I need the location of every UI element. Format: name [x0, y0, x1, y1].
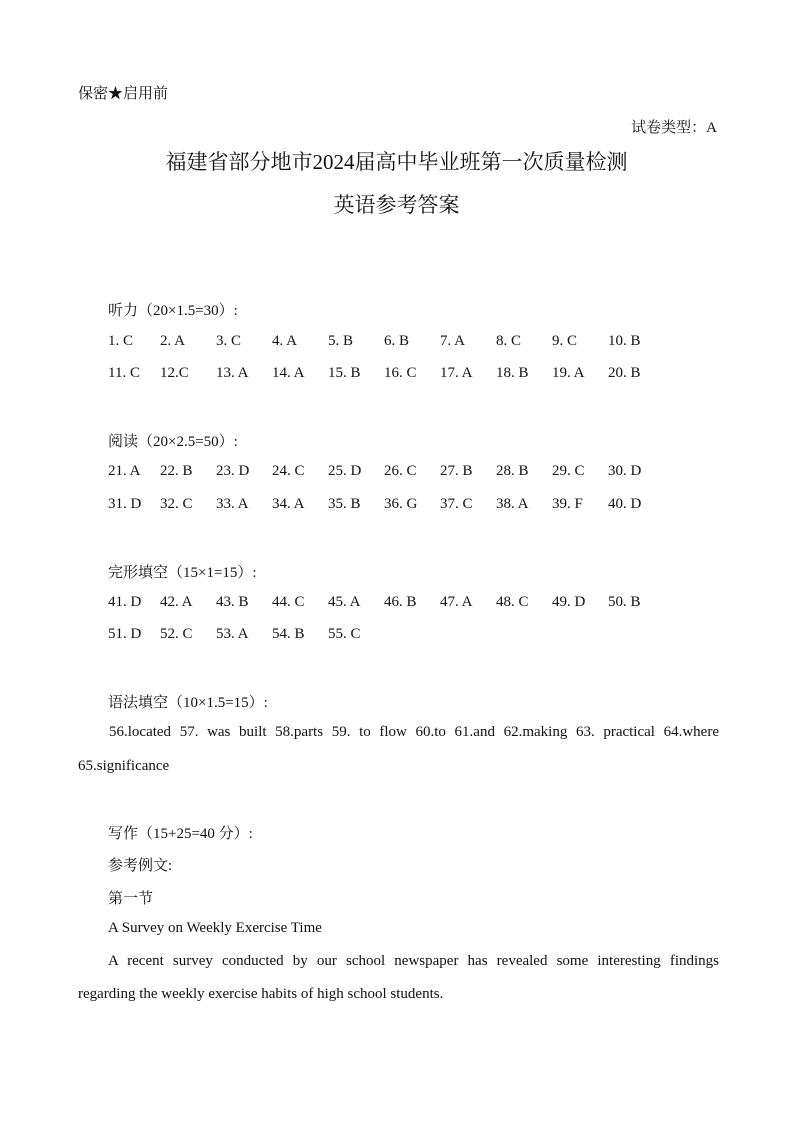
answer-item: 42. A [160, 594, 193, 610]
grammar-section-title: 语法填空（10×1.5=15）: [108, 695, 268, 711]
essay-paragraph-line: regarding the weekly exercise habits of high school students. [78, 986, 444, 1002]
reference-essay-label: 参考例文: [108, 858, 173, 874]
essay-paragraph-line: A recent survey conducted by our school newspaper has revealed some interesting findings [108, 953, 719, 969]
answer-item: 22. B [160, 463, 193, 479]
answer-item: 23. D [216, 463, 250, 479]
answer-item: 27. B [440, 463, 473, 479]
answer-item: 6. B [384, 333, 410, 349]
answer-item: 14. A [272, 365, 305, 381]
answer-item: 18. B [496, 365, 529, 381]
answer-item: 37. C [440, 496, 473, 512]
answer-item: 52. C [160, 626, 193, 642]
answer-item: 4. A [272, 333, 298, 349]
answer-item: 34. A [272, 496, 305, 512]
answer-item: 21. A [108, 463, 141, 479]
answer-item: 50. B [608, 594, 641, 610]
answer-item: 55. C [328, 626, 361, 642]
answer-item: 54. B [272, 626, 305, 642]
answer-item: 19. A [552, 365, 585, 381]
answer-item: 40. D [608, 496, 642, 512]
grammar-answers-line: 56.located 57. was built 58.parts 59. to flow 60.to 61.and 62.making 63. practical 64.where [109, 724, 719, 740]
answer-item: 38. A [496, 496, 529, 512]
answer-item: 31. D [108, 496, 142, 512]
answer-item: 20. B [608, 365, 641, 381]
answer-item: 10. B [608, 333, 641, 349]
answer-item: 29. C [552, 463, 585, 479]
answer-item: 24. C [272, 463, 305, 479]
answer-item: 7. A [440, 333, 466, 349]
grammar-answers-line: 65.significance [78, 758, 170, 774]
writing-section-title: 写作（15+25=40 分）: [108, 826, 253, 842]
answer-item: 26. C [384, 463, 417, 479]
answer-item: 30. D [608, 463, 642, 479]
writing-part-label: 第一节 [108, 891, 154, 907]
answer-item: 2. A [160, 333, 186, 349]
page-title: 福建省部分地市2024届高中毕业班第一次质量检测 [165, 150, 628, 174]
answer-item: 25. D [328, 463, 362, 479]
cloze-section-title: 完形填空（15×1=15）: [108, 565, 257, 581]
answer-item: 43. B [216, 594, 249, 610]
answer-item: 13. A [216, 365, 249, 381]
answer-item: 8. C [496, 333, 522, 349]
answer-item: 9. C [552, 333, 578, 349]
essay-title: A Survey on Weekly Exercise Time [108, 920, 322, 936]
answer-item: 49. D [552, 594, 586, 610]
answer-item: 51. D [108, 626, 142, 642]
reading-section-title: 阅读（20×2.5=50）: [108, 434, 238, 450]
answer-item: 15. B [328, 365, 361, 381]
answer-item: 33. A [216, 496, 249, 512]
answer-item: 32. C [160, 496, 193, 512]
answer-item: 47. A [440, 594, 473, 610]
answer-item: 12.C [160, 365, 189, 381]
answer-item: 1. C [108, 333, 134, 349]
confidential-label: 保密★启用前 [78, 86, 169, 102]
answer-item: 28. B [496, 463, 529, 479]
answer-item: 41. D [108, 594, 142, 610]
answer-item: 45. A [328, 594, 361, 610]
answer-item: 44. C [272, 594, 305, 610]
answer-item: 11. C [108, 365, 140, 381]
answer-item: 16. C [384, 365, 417, 381]
page-subtitle: 英语参考答案 [333, 193, 460, 217]
answer-item: 46. B [384, 594, 417, 610]
answer-item: 48. C [496, 594, 529, 610]
answer-item: 35. B [328, 496, 361, 512]
answer-item: 3. C [216, 333, 242, 349]
answer-item: 53. A [216, 626, 249, 642]
listening-section-title: 听力（20×1.5=30）: [108, 303, 238, 319]
answer-item: 5. B [328, 333, 354, 349]
answer-item: 39. F [552, 496, 583, 512]
paper-type-label: 试卷类型：A [631, 120, 717, 136]
answer-item: 36. G [384, 496, 418, 512]
answer-item: 17. A [440, 365, 473, 381]
